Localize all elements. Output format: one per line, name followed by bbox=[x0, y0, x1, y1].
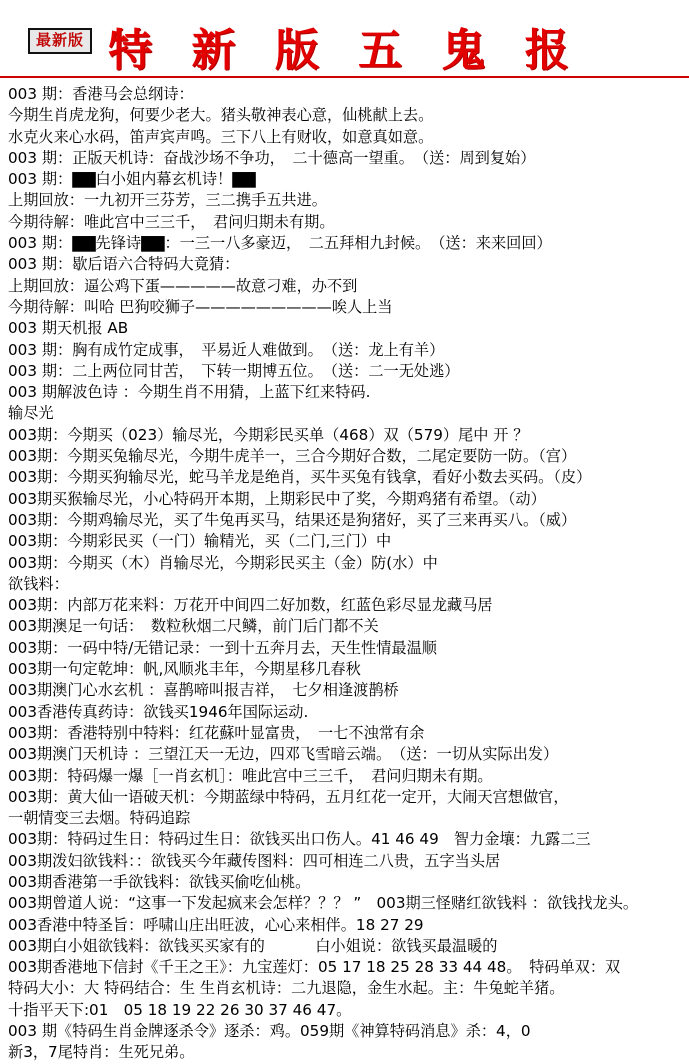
text-line: 003期：今期买（023）输尽光，今期彩民买单（468）双（579）尾中 开 ？ bbox=[8, 425, 529, 444]
block-jiebose bbox=[8, 382, 681, 403]
block-shoujinguang-title bbox=[8, 403, 681, 424]
block-xianfeng bbox=[8, 233, 681, 254]
page-header bbox=[0, 0, 689, 78]
text-line: 新3，7尾特肖：生死兄弟。 bbox=[8, 1043, 195, 1062]
text-line: 003香港中特圣旨：呼啸山庄出旺波，心心来相伴。18 27 29 bbox=[8, 915, 424, 934]
text-line: 003期白小姐欲钱料：欲钱买买家有的 白小姐说：欲钱买最温暖的 bbox=[8, 936, 498, 955]
text-line: 今期生肖虎龙狗，何要少老大。猪头敬神表心意，仙桃献上去。 bbox=[8, 106, 434, 125]
text-line: 003期：今期鸡输尽光，买了牛兔再买马，结果还是狗猪好，买了三来再买八。（威） bbox=[8, 510, 577, 529]
text-line: 003期：内部万花来料：万花开中间四二好加数，红蓝色彩尽显龙藏马居 bbox=[8, 596, 493, 615]
text-line: 003 期解波色诗 ：今期生肖不用猜，上蓝下红来特码. bbox=[8, 383, 371, 402]
text-line: 上期回放：一九初开三芬芳，三二携手五共进。 bbox=[8, 191, 327, 210]
text-line: 003期曾道人说：“这事一下发起疯来会怎样？？？ ” 003期三怪赌红欲钱料 ：欲钱找龙头。 bbox=[8, 894, 639, 913]
page-title: 特 新 版 五 鬼 报 bbox=[108, 25, 581, 76]
text-line: 003期：今期买兔输尽光，今期牛虎羊一，三合今期好合数，二尾定要防一防。（宫） bbox=[8, 447, 577, 466]
block-tianjibaoab bbox=[8, 318, 681, 382]
text-line: 003期：特码过生日：特码过生日：欲钱买出口伤人。41 46 49 智力金壤：九露二三 bbox=[8, 830, 591, 849]
block-tianji bbox=[8, 148, 681, 169]
text-line: 003 期《特码生肖金牌逐杀令》逐杀：鸡。059期《神算特码消息》杀：4，0 bbox=[8, 1022, 531, 1041]
text-line: 上期回放：逼公鸡下蛋—————故意刁难，办不到 bbox=[8, 276, 358, 295]
text-line: 003期：今期买（木）肖输尽光，今期彩民买主（金）防(水）中 bbox=[8, 553, 438, 572]
text-line: 003 期：胸有成竹定成事， 平易近人难做到。 （送：龙上有羊） bbox=[8, 340, 445, 359]
block-yuqianliao bbox=[8, 595, 681, 1064]
text-line: 003 期：正版天机诗：奋战沙场不争功， 二十德高一望重。 （送：周到复始） bbox=[8, 148, 536, 167]
block-shoujinguang bbox=[8, 425, 681, 574]
text-line: 003期一句定乾坤：帆,风顺兆丰年，今期星移几春秋 bbox=[8, 660, 361, 679]
text-line: 003期香港地下信封《千王之王》：九宝莲灯：05 17 18 25 28 33 44 48。 特码单双：双 bbox=[8, 958, 621, 977]
text-line: 输尽光 bbox=[8, 404, 54, 423]
text-line: 今期待解：叫哈 巴狗咬狮子—————————唉人上当 bbox=[8, 297, 393, 316]
text-line: 003期泼妇欲钱料：：欲钱买今年藏传图料：四可相连二八贵，五字当头居 bbox=[8, 851, 501, 870]
text-line: 一朝情变三去烟。特码追踪 bbox=[8, 809, 191, 828]
text-line: 003 期：二上两位同甘苦， 下转一期博五位。 （送：二一无处逃） bbox=[8, 361, 460, 380]
latest-version-badge: 最新版 bbox=[28, 28, 92, 54]
text-line: 003期：今期买狗输尽光，蛇马羊龙是绝肖，买牛买兔有钱拿，看好小数去买码。（皮） bbox=[8, 468, 592, 487]
text-line: 003 期：香港马会总纲诗： bbox=[8, 85, 194, 103]
text-line: 欲钱料： bbox=[8, 574, 69, 593]
text-line: 特码大小：大 特码结合：生 生肖玄机诗：二九退隐，金生水起。主：牛兔蛇羊猪。 bbox=[8, 979, 565, 998]
text-line: 003期：香港特别中特料：红花蘇叶显富贵， 一七不浊常有余 bbox=[8, 723, 425, 742]
document-content bbox=[0, 78, 689, 1064]
text-line: 003 期：歇后语六合特码大竟猜： bbox=[8, 255, 240, 274]
block-yuqianliao-title bbox=[8, 574, 681, 595]
text-line: 003期澳门心水玄机 ：喜鹊啼叫报吉祥， 七夕相逢渡鹊桥 bbox=[8, 681, 399, 700]
text-line: 003期澳足一句话： 数粒秋烟二尺鳞，前门后门都不关 bbox=[8, 617, 379, 636]
text-line: 003期：一码中特/无错记录：一到十五奔月去，天生性情最温顺 bbox=[8, 638, 437, 657]
text-line: 今期待解：唯此宫中三三千， 君问归期未有期。 bbox=[8, 212, 335, 231]
text-line: 十指平天下:01 05 18 19 22 26 30 37 46 47。 bbox=[8, 1000, 352, 1019]
text-line: 003 期：▇▇白小姐内幕玄机诗！▇▇ bbox=[8, 170, 256, 189]
block-xiehouyu bbox=[8, 254, 681, 318]
text-line: 003期：黄大仙一语破天机：今期蓝绿中特码，五月红花一定开，大闹天宫想做官， bbox=[8, 787, 569, 806]
text-line: 003 期天机报 AB bbox=[8, 319, 129, 338]
block-baixiaojie bbox=[8, 169, 681, 233]
text-line: 水克火来心水码，笛声宾声鸣。三下八上有财收，如意真如意。 bbox=[8, 127, 434, 146]
text-line: 003香港传真药诗：欲钱买1946年国际运动. bbox=[8, 702, 309, 721]
text-line: 003期香港第一手欲钱料：欲钱买偷吃仙桃。 bbox=[8, 872, 311, 891]
text-line: 003期：特码爆一爆［一肖玄机］：唯此宫中三三千， 君问归期未有期。 bbox=[8, 766, 493, 785]
text-line: 003期：今期彩民买（一门）输精光，买（二门,三门）中 bbox=[8, 532, 392, 551]
text-line: 003期澳门天机诗 ：三望江天一无边，四邓飞雪暗云端。 （送：一切从实际出发） bbox=[8, 745, 559, 764]
text-line: 003 期：▇▇先锋诗▇▇：一三一八多豪迈， 二五拜相九封候。 （送：来来回回） bbox=[8, 234, 552, 253]
text-line: 003期买猴输尽光，小心特码开本期，上期彩民中了奖，今期鸡猪有希望。（动） bbox=[8, 489, 546, 508]
block-zonggang bbox=[8, 84, 681, 148]
